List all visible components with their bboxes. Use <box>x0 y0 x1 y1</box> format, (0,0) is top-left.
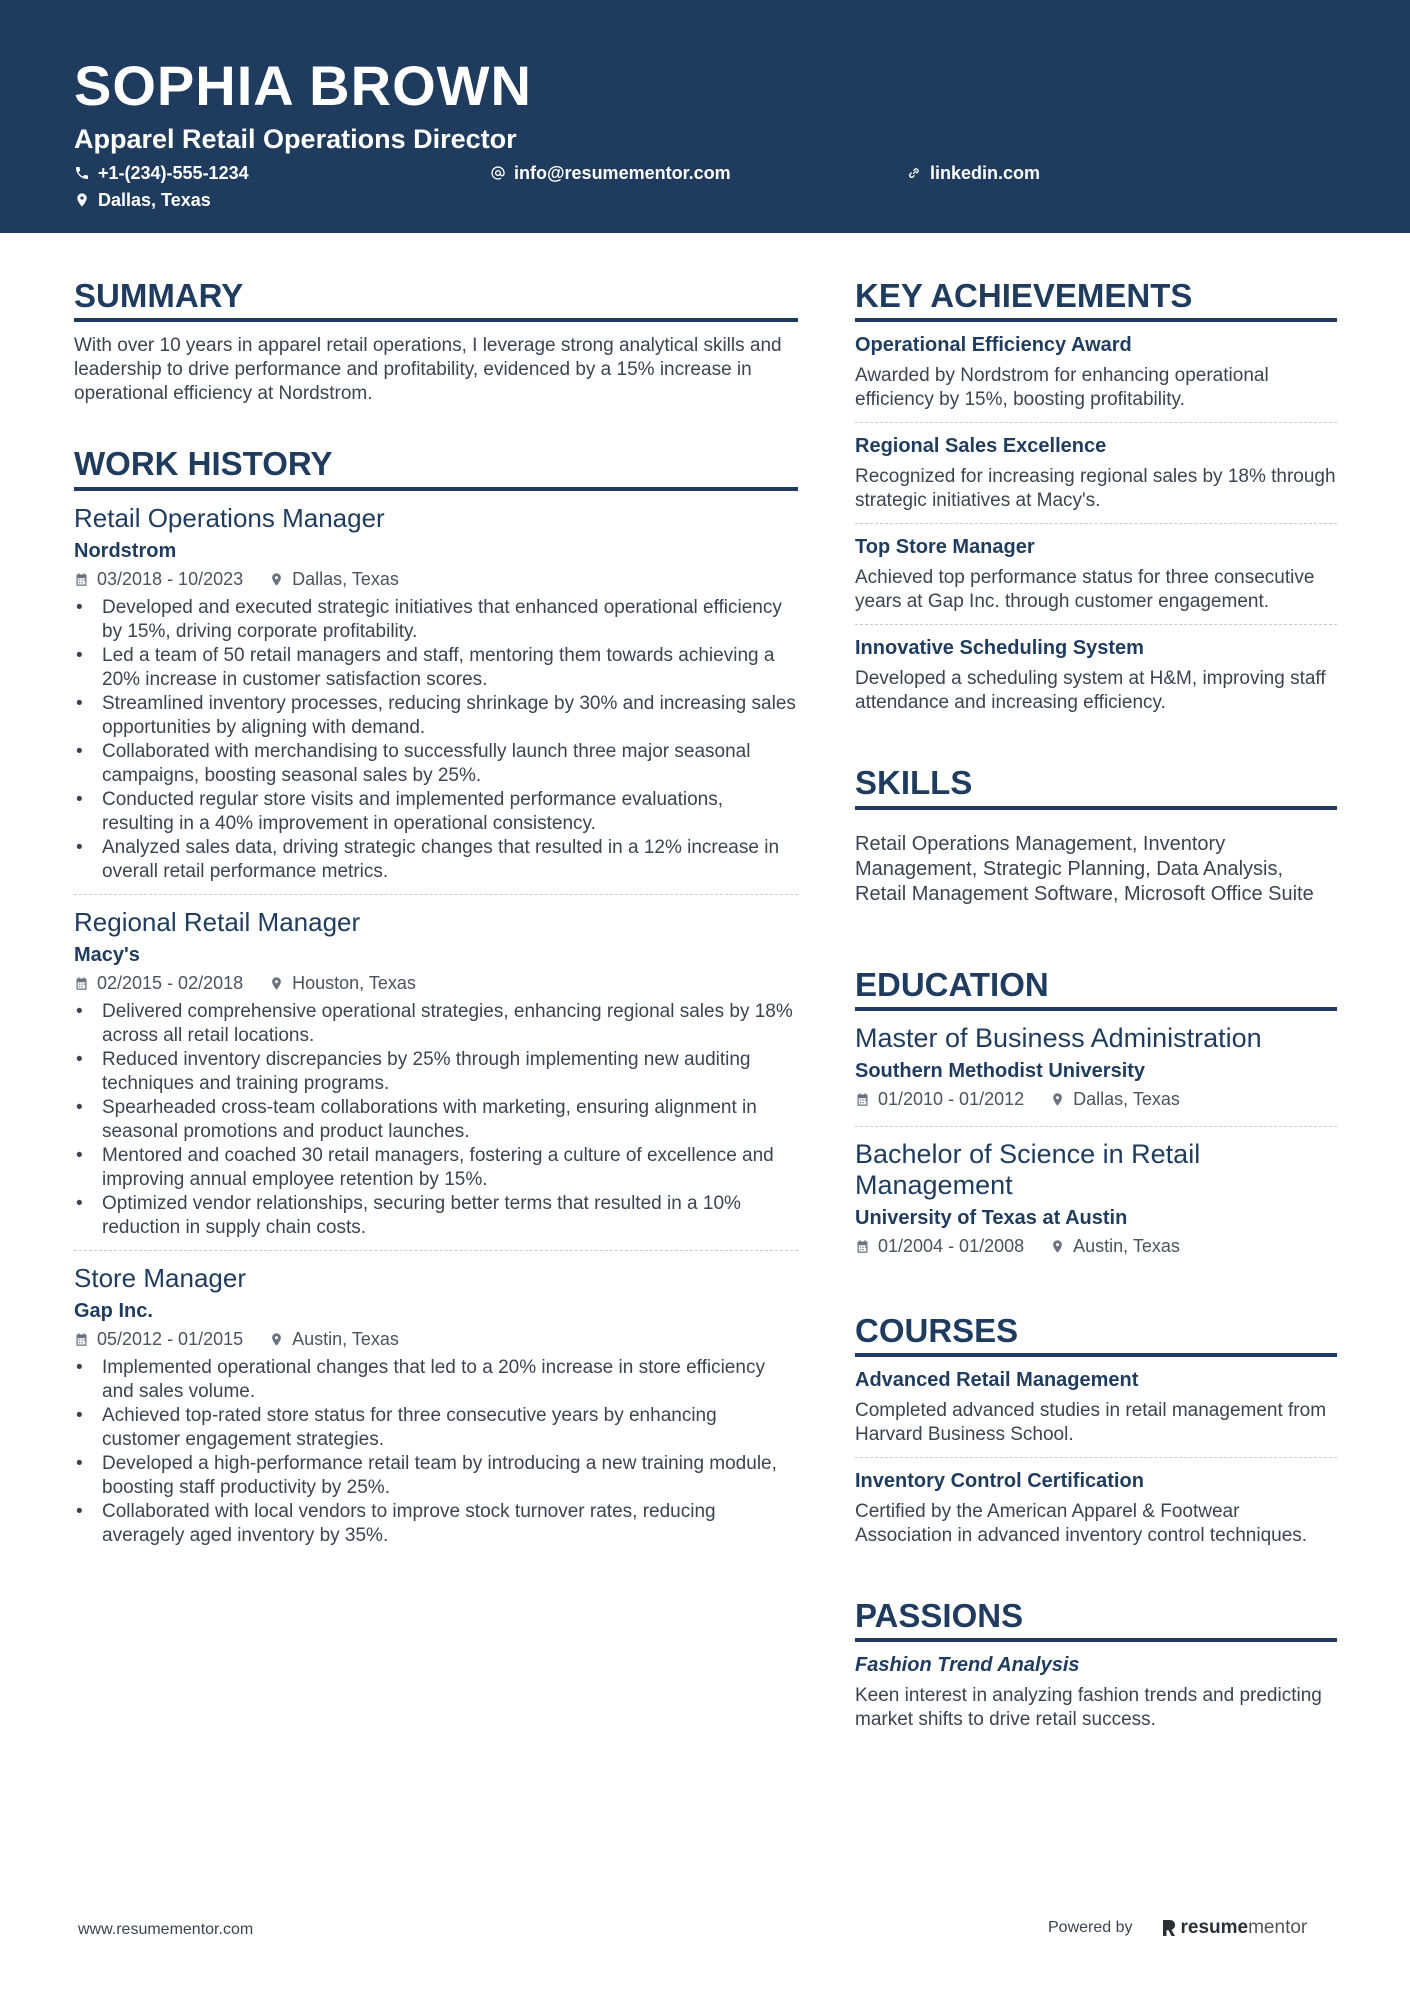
work-history-section <box>74 446 798 1558</box>
job-meta <box>74 973 798 994</box>
job-location: Austin, Texas <box>292 1329 399 1350</box>
summary-heading: SUMMARY <box>74 278 798 322</box>
achievements-item-title: Operational Efficiency Award <box>855 334 1132 357</box>
skills-text: Retail Operations Management, Inventory Management, Strategic Planning, Data Analysis, Retail Management Software, Microsoft Office Suite <box>855 832 1314 905</box>
job-bullet: • Reduced inventory discrepancies by 25% through implementing new auditing techniques and training programs. <box>74 1048 798 1096</box>
job-bullet: • Streamlined inventory processes, reducing shrinkage by 30% and increasing sales opportunities by aligning with demand. <box>74 692 798 740</box>
education-location: Austin, Texas <box>1073 1235 1180 1256</box>
education-heading: EDUCATION <box>855 967 1337 1011</box>
linkedin-text: linkedin.com <box>930 163 1041 183</box>
calendar-icon <box>74 1332 89 1347</box>
job-dates: 05/2012 - 01/2015 <box>97 1329 244 1350</box>
job-entry <box>74 1263 798 1558</box>
location-pin-icon <box>1050 1092 1065 1107</box>
brand-logo[interactable] <box>1161 1917 1308 1939</box>
passions-section <box>855 1598 1337 1742</box>
summary-text: With over 10 years in apparel retail operations, I leverage strong analytical skills and leadership to drive performance and profitability, evidenced by a 15% increase in operational efficiency at Nordstrom. <box>74 335 782 405</box>
achievement-list <box>855 334 1337 725</box>
job-bullets <box>74 1356 798 1548</box>
job-title: Store Manager <box>74 1262 246 1293</box>
education-entry <box>855 1139 1337 1273</box>
achievements-item-text: Achieved top performance status for three consecutive years at Gap Inc. through customer engagement. <box>855 567 1315 613</box>
courses-item <box>855 1369 1337 1458</box>
education-dates: 01/2004 - 01/2008 <box>878 1235 1025 1256</box>
link-icon <box>906 165 922 181</box>
summary-section <box>74 278 798 406</box>
course-list <box>855 1369 1337 1558</box>
job-location: Houston, Texas <box>292 972 416 993</box>
job-bullet: • Led a team of 50 retail managers and staff, mentoring them towards achieving a 20% increase in customer satisfaction scores. <box>74 644 798 692</box>
job-location-wrap <box>269 973 416 994</box>
calendar-icon <box>855 1239 870 1254</box>
job-bullets <box>74 596 798 884</box>
footer-website[interactable]: www.resumementor.com <box>78 1921 254 1938</box>
location-text: Dallas, Texas <box>98 190 211 210</box>
location-pin-icon <box>1050 1239 1065 1254</box>
courses-item-title: Inventory Control Certification <box>855 1470 1144 1493</box>
candidate-name: SOPHIA BROWN <box>74 54 532 117</box>
job-entry <box>74 503 798 895</box>
job-bullet: • Collaborated with merchandising to successfully launch three major seasonal campaigns, boosting seasonal sales by 25%. <box>74 740 798 788</box>
job-location: Dallas, Texas <box>292 568 399 589</box>
job-title: Retail Operations Manager <box>74 502 385 533</box>
skills-heading: SKILLS <box>855 765 1337 809</box>
job-bullet: • Implemented operational changes that led to a 20% increase in store efficiency and sales volume. <box>74 1356 798 1404</box>
job-dates: 02/2015 - 02/2018 <box>97 972 244 993</box>
education-section <box>855 967 1337 1273</box>
job-bullet: • Developed and executed strategic initiatives that enhanced operational efficiency by 15%, driving corporate profitability. <box>74 596 798 644</box>
job-company: Macy's <box>74 943 140 966</box>
location-pin-icon <box>269 976 284 991</box>
right-column <box>855 278 1337 1782</box>
job-location-wrap <box>269 569 399 590</box>
job-meta <box>74 1329 798 1350</box>
achievements-item <box>855 637 1337 725</box>
job-bullet: • Spearheaded cross-team collaborations with marketing, ensuring alignment in seasonal promotions and product launches. <box>74 1096 798 1144</box>
achievements-item-text: Awarded by Nordstrom for enhancing operational efficiency by 15%, boosting profitability. <box>855 365 1269 411</box>
achievements-item-title: Regional Sales Excellence <box>855 435 1107 458</box>
job-bullet: • Optimized vendor relationships, securing better terms that resulted in a 10% reduction in supply chain costs. <box>74 1192 798 1240</box>
achievements-section <box>855 278 1337 725</box>
job-bullet: • Developed a high-performance retail team by introducing a new training module, boosting staff productivity by 25%. <box>74 1452 798 1500</box>
education-school: Southern Methodist University <box>855 1059 1146 1082</box>
education-list <box>855 1023 1337 1273</box>
location-pin-icon <box>269 1332 284 1347</box>
contact-email[interactable] <box>490 164 731 182</box>
job-title: Regional Retail Manager <box>74 906 361 937</box>
resume-header <box>0 0 1410 233</box>
education-school: University of Texas at Austin <box>855 1206 1128 1229</box>
job-meta <box>74 569 798 590</box>
job-bullet: • Analyzed sales data, driving strategic changes that resulted in a 12% increase in overall retail performance metrics. <box>74 836 798 884</box>
job-company: Gap Inc. <box>74 1300 153 1323</box>
achievements-item-text: Recognized for increasing regional sales by 18% through strategic initiatives at Macy's. <box>855 466 1336 512</box>
courses-item-title: Advanced Retail Management <box>855 1369 1139 1392</box>
at-icon <box>490 165 506 181</box>
courses-section <box>855 1313 1337 1558</box>
education-dates: 01/2010 - 01/2012 <box>878 1088 1025 1109</box>
job-bullet: • Mentored and coached 30 retail managers, fostering a culture of excellence and improving annual employee retention by 15%. <box>74 1144 798 1192</box>
job-dates: 03/2018 - 10/2023 <box>97 568 244 589</box>
footer-branding <box>1048 1917 1307 1939</box>
skills-section <box>855 765 1337 926</box>
education-meta <box>855 1089 1337 1110</box>
courses-item-text: Certified by the American Apparel & Footwear Association in advanced inventory control techniques. <box>855 1501 1308 1547</box>
calendar-icon <box>74 572 89 587</box>
courses-item-text: Completed advanced studies in retail management from Harvard Business School. <box>855 1400 1327 1446</box>
achievements-item-title: Innovative Scheduling System <box>855 637 1144 660</box>
powered-by-label: Powered by <box>1048 1919 1133 1936</box>
job-bullets <box>74 1000 798 1240</box>
contact-linkedin[interactable] <box>906 164 1040 182</box>
achievements-heading: KEY ACHIEVEMENTS <box>855 278 1337 322</box>
brand-light-text: mentor <box>1248 1917 1308 1938</box>
passions-heading: PASSIONS <box>855 1598 1337 1642</box>
education-location-wrap <box>1050 1089 1180 1110</box>
calendar-icon <box>74 976 89 991</box>
achievements-item <box>855 334 1337 423</box>
work-history-heading: WORK HISTORY <box>74 446 798 490</box>
job-location-wrap <box>269 1329 399 1350</box>
courses-heading: COURSES <box>855 1313 1337 1357</box>
job-bullet: • Collaborated with local vendors to improve stock turnover rates, reducing averagely aged inventory by 35%. <box>74 1500 798 1548</box>
education-location-wrap <box>1050 1236 1180 1257</box>
phone-text: +1-(234)-555-1234 <box>98 163 249 183</box>
job-company: Nordstrom <box>74 539 177 562</box>
phone-icon <box>74 165 90 181</box>
job-bullet: • Conducted regular store visits and implemented performance evaluations, resulting in a 40% improvement in operational consistency. <box>74 788 798 836</box>
job-bullet: • Achieved top-rated store status for three consecutive years by enhancing customer engagement strategies. <box>74 1404 798 1452</box>
achievements-item <box>855 435 1337 524</box>
education-location: Dallas, Texas <box>1073 1088 1180 1109</box>
courses-item <box>855 1470 1337 1558</box>
email-text: info@resumementor.com <box>514 163 731 183</box>
education-meta <box>855 1236 1337 1257</box>
achievements-item-title: Top Store Manager <box>855 536 1035 559</box>
contact-location <box>74 191 211 209</box>
passions-item-title: Fashion Trend Analysis <box>855 1654 1080 1677</box>
location-pin-icon <box>74 192 90 208</box>
education-entry <box>855 1023 1337 1127</box>
calendar-icon <box>855 1092 870 1107</box>
brand-bold-text: resume <box>1180 1917 1249 1938</box>
achievements-item-text: Developed a scheduling system at H&M, improving staff attendance and increasing efficiency. <box>855 668 1326 714</box>
job-entry <box>74 907 798 1251</box>
passions-item <box>855 1654 1337 1742</box>
job-bullet: • Delivered comprehensive operational strategies, enhancing regional sales by 18% across all retail locations. <box>74 1000 798 1048</box>
left-column <box>74 278 798 1598</box>
job-list <box>74 503 798 1559</box>
education-degree: Master of Business Administration <box>855 1022 1262 1053</box>
candidate-role: Apparel Retail Operations Director <box>74 124 517 154</box>
education-degree: Bachelor of Science in Retail Management <box>855 1138 1201 1200</box>
passion-list <box>855 1654 1337 1742</box>
achievements-item <box>855 536 1337 625</box>
location-pin-icon <box>269 572 284 587</box>
passions-item-text: Keen interest in analyzing fashion trends and predicting market shifts to drive retail success. <box>855 1685 1322 1731</box>
brand-mark-icon <box>1161 1918 1177 1938</box>
contact-phone[interactable] <box>74 164 249 182</box>
